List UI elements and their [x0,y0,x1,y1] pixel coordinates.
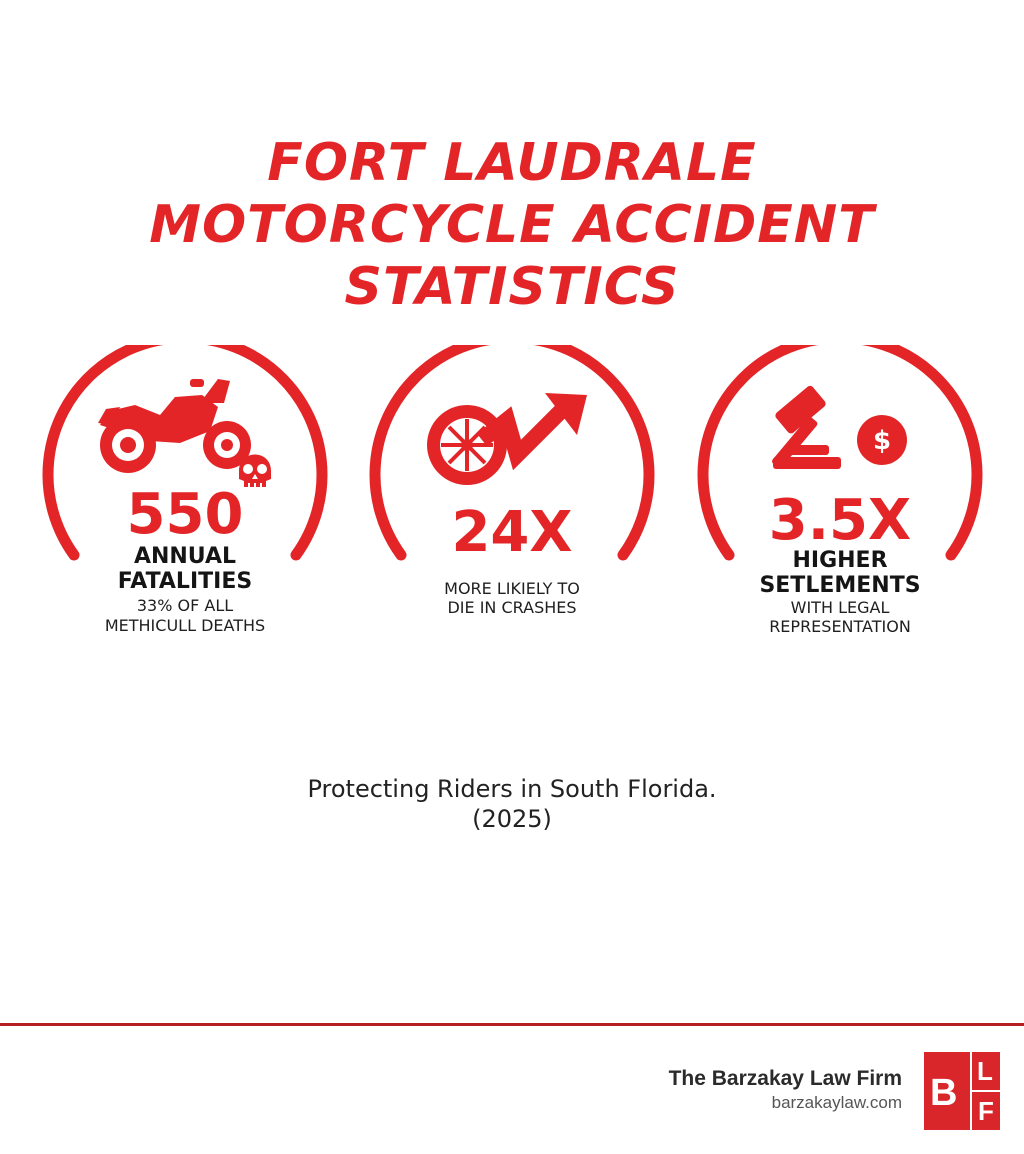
stat-value: 24X [451,500,573,565]
stat-label-bold-1: ANNUAL [133,544,237,569]
stat-label-bold-2: SETLEMENTS [759,573,921,598]
stat-value: 550 [126,482,244,547]
stat-card-likelihood [367,345,657,645]
svg-text:$: $ [872,426,892,456]
title-line-3: STATISTICS [344,257,680,317]
tagline-year: (2025) [472,805,552,833]
stat-label-small-2: DIE IN CRASHES [447,598,577,617]
wheel-trend-arrow-icon [367,345,657,495]
firm-logo [924,1052,1000,1130]
stat-label-bold-1: HIGHER [792,548,888,573]
tagline [0,774,1024,834]
logo-letter-l: L [977,1056,993,1086]
stat-label-small-2: REPRESENTATION [769,617,911,636]
stat-value: 3.5X [768,488,912,553]
logo-letter-b: B [930,1072,958,1114]
stat-card-fatalities [40,345,330,645]
stat-label-small-2: METHICULL DEATHS [104,616,266,635]
page-title [0,132,1024,318]
firm-info [669,1066,902,1114]
tagline-line-1: Protecting Riders in South Florida. [307,775,717,803]
stat-label-bold-2: FATALITIES [117,569,253,594]
gavel-dollar-icon [695,345,985,495]
title-line-1: FORT LAUDRALE [267,133,757,193]
motorcycle-skull-icon [40,345,330,495]
stat-label-small-1: 33% OF ALL [136,596,234,615]
title-line-2: MOTORCYCLE ACCIDENT [149,195,875,255]
stat-label-small-1: MORE LIKIELY TO [444,579,580,598]
stat-label-small-1: WITH LEGAL [790,598,890,617]
stat-card-settlements [695,345,985,645]
logo-divider [972,1090,1000,1092]
logo-letter-f: F [978,1096,994,1126]
firm-url[interactable]: barzakaylaw.com [771,1093,902,1112]
firm-name: The Barzakay Law Firm [668,1067,902,1090]
footer-divider [0,1023,1024,1026]
